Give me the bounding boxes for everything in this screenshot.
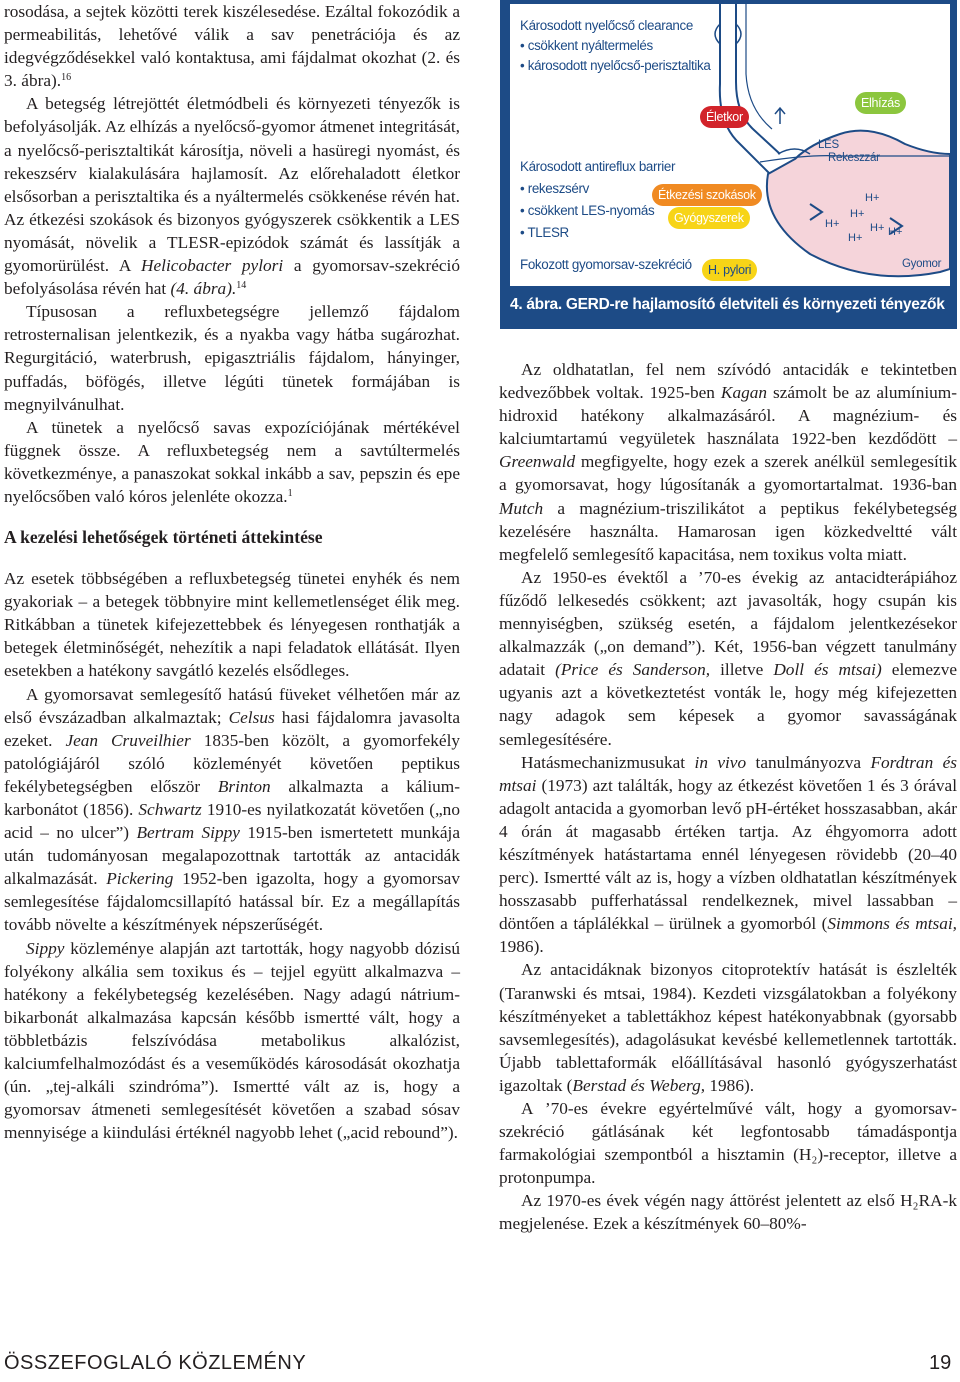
italic-term: Bertram Sippy <box>136 823 240 843</box>
label-hplus: H+ <box>888 226 903 238</box>
text: Az 1970-es évek végén nagy áttörést jelentett az első <box>521 1191 895 1211</box>
figure-ref: (4. ábra). <box>170 279 237 299</box>
paragraph: Típusosan a refluxbetegségre jellemző fájdalom retrosternalisan jelentkezik, és a nyakba vagy hátba sugározhat. Regurgitáció, waterbrush, epigasztriális fájdalom, hányinger, puffadás, böfögés, illetve légúti tünetek formájában is megnyilvánulhat. <box>4 302 460 414</box>
reference: 1 <box>287 487 293 499</box>
box2-item: • csökkent LES-nyomás <box>520 203 655 218</box>
text: a gyomorsav-szekréció befolyásolása révén hat <box>4 256 460 299</box>
label-rekeszzar: Rekeszzár <box>828 152 880 164</box>
figure-4 <box>500 0 957 329</box>
text: közleménye alapján azt tartották, hogy nagyobb dózisú folyékony alkália sem toxikus és – tejjel együtt alkalmazva – hatékony a fekélybetegség kezelésében. Nagy adagú nátrium-bikarbonát alkalmazása kapcsán később ismertté vált, hogy a többletbázis felszívódása metabolikus alkalózist, kalciumfelhalmozódást és a veseműködés károsodását okozhatja (ún. „tej-alkáli szindróma”). Ismertté vált az is, hogy a gyomorsav átmeneti semlegesítését követően a szabad sósav mennyisége a kiindulási értéknél nagyobb lehet („acid rebound”). <box>4 938 460 1143</box>
box2-title: Károsodott antireflux barrier <box>520 159 676 174</box>
paragraph: Az esetek többségében a refluxbetegség tünetei enyhék és nem gyakoriak – a betegek többnyire mint kellemetlenséget élik meg. Ritkábban a tünetek kifejezettebbek és lényegesen ronthatják a betegek életminőségét, nehezítik a napi feladatok ellátását. Ilyen esetekben a hatékony savgátló kezelés elsődleges. <box>4 569 460 681</box>
badge-elhizas: Elhízás <box>855 92 906 114</box>
text: elemezve ugyanis azt a következtetést vonták le, hogy még kifejezetten nagy adagok sem képesek a gyomor savasságának semlegesítésére. <box>499 660 958 749</box>
label-hplus: H+ <box>848 232 863 244</box>
text: Hatásmechanizmusukat <box>521 752 686 772</box>
figure-panel <box>510 4 950 286</box>
box1-item-text: károsodott nyelőcső-perisztaltika <box>527 58 711 73</box>
text: illetve <box>720 660 764 680</box>
text: (H₂) <box>793 1145 824 1165</box>
italic-term: in vivo <box>694 752 747 772</box>
box3-title: Fokozott gyomorsav-szekréció <box>520 257 692 272</box>
box2-item-text: rekeszsérv <box>527 181 589 196</box>
badge-gyogyszerek: Gyógyszerek <box>668 207 750 229</box>
box2-item-text: csökkent LES-nyomás <box>527 203 655 218</box>
italic-term: Celsus <box>228 707 275 727</box>
italic-term: Greenwald <box>499 452 576 472</box>
italic-term: Helicobacter pylori <box>141 256 284 276</box>
paragraph <box>4 92 460 300</box>
text: -receptor, illetve a protonpumpa. <box>499 1145 958 1188</box>
box2-item: • TLESR <box>520 225 569 240</box>
text: rosodása, a sejtek közötti terek kiszélesedése. Ezáltal fokozódik a permeabilitás, lehetővé válik a sav penetrációja és az idegvégződésekkel való kontaktusa, ami fájdalmat okozhat (2. és 3. ábra). <box>4 2 460 91</box>
badge-etkezesi: Étkezési szokások <box>652 184 762 206</box>
paragraph <box>499 751 957 959</box>
italic-term: Kagan <box>720 383 768 403</box>
label-les: LES <box>818 139 839 151</box>
box1-item: • csökkent nyáltermelés <box>520 38 653 53</box>
text: A betegség létrejöttét életmódbeli és környezeti tényezők is befolyásolják. Az elhízás a nyelőcső-gyomor átmenet integritását, a nyelőcső-perisztaltikát károsítja, növeli a hasüregi nyomást, és rekeszsérv kialakulására hajlamosít. Az előrehaladott életkor elsősorban a perisztaltika és a nyáltermelés csökkenése révén hat. Az étkezési szokások és bizonyos gyógyszerek csökkentik a LES nyomását, növelik a TLESR-epizódok számát és lassítják a gyomorürülést. A <box>4 94 460 276</box>
italic-term: Jean Cruveilhier <box>65 730 191 750</box>
text: alkalmazta a kálium-karbonátot (1856). <box>4 776 460 819</box>
italic-term: Berstad és Weberg, <box>572 1075 706 1095</box>
text: Az oldhatatlan, fel nem szívódó antacidák e tekintetben kedvezőbbek voltak. 1925-ben <box>499 360 957 403</box>
left-column <box>4 0 460 1144</box>
reference: 16 <box>61 72 72 84</box>
italic-term: Brinton <box>217 776 271 796</box>
italic-term: (Price és Sanderson, <box>555 660 711 680</box>
text: megfigyelte, hogy ezek a szerek anélkül semlegesítik a gyomorsavat, hogy lúgosítanák a gyomortartalmat. 1936-ban <box>499 452 958 495</box>
italic-term: Mutch <box>499 498 544 518</box>
label-hplus: H+ <box>825 218 840 230</box>
italic-term: Doll és mtsai) <box>773 660 882 680</box>
reference: 14 <box>236 280 247 292</box>
text: 1915-ben ismertetett munkája után tudományosan megalapozottnak tartották az antacidák alkalmazását. <box>4 823 460 889</box>
box1-item-text: csökkent nyáltermelés <box>527 38 653 53</box>
text: hasi fájdalomra javasolta ezeket. <box>4 707 460 750</box>
italic-term: Sippy <box>26 938 65 958</box>
italic-term: Simmons és mtsai, <box>827 914 957 934</box>
text: (1973) azt találták, hogy az étkezést követően 1 és 3 órával adagolt antacida a gyomorban levő pH-értéket hosszasabban, akár 4 órán át magasabb értéken tartja. Az éhgyomorra adott készítmények hatástartama ennél lényegesen rövidebb (20–40 perc). Ismertté vált az is, hogy a vízben oldhatatlan készítmények hosszasabb pufferhatással rendelkeznek, mivel lassabban – döntően a táplálékkal – ürülnek a gyomorból ( <box>499 775 957 934</box>
paragraph <box>4 416 460 508</box>
badge-eletkor: Életkor <box>700 106 749 128</box>
label-hplus: H+ <box>865 192 880 204</box>
page-number: 19 <box>929 1352 952 1374</box>
box2-item: • rekeszsérv <box>520 181 589 196</box>
text: 1910-es nyilatkozatát követően („no acid – no ulcer”) <box>4 800 460 843</box>
text: A ’70-es évekre egyértelművé vált, hogy a gyomorsav-szekréció gátlásának két legfontosabb támadáspontja farmakológiai szempontból a hisztamin <box>499 1099 957 1165</box>
italic-term: Fordtran és mtsai <box>499 752 957 795</box>
paragraph <box>499 958 957 1097</box>
paragraph <box>499 566 957 751</box>
italic-term: Schwartz <box>138 800 202 819</box>
box1-title: Károsodott nyelőcső clearance <box>520 18 693 33</box>
text: 1952-ben igazolta, hogy a gyomorsav semlegesítése fájdalomcsillapító hatással bír. Ez a megállapítás tovább növelte a készítmények népszerűségét. <box>4 869 460 935</box>
paragraph <box>499 1097 957 1189</box>
text: -k megjelenése. Ezek a készítmények 60–80%- <box>499 1191 957 1234</box>
text: tanulmányozva <box>755 752 862 772</box>
text: A gyomorsavat semlegesítő hatású füveket vélhetően már az első évszázadban alkalmaztak; <box>4 684 460 727</box>
figure-caption: 4. ábra. GERD-re hajlamosító életviteli és környezeti tényezők <box>510 296 945 313</box>
label-gyomor: Gyomor <box>902 258 942 270</box>
paragraph <box>4 937 460 1145</box>
section-heading: A kezelési lehetőségek történeti áttekintése <box>4 527 323 548</box>
text: 1986). <box>709 1075 755 1095</box>
right-column <box>499 358 957 1236</box>
box2-item-text: TLESR <box>527 225 569 240</box>
paragraph <box>4 0 460 92</box>
paragraph <box>499 358 957 566</box>
journal-section-label: ÖSSZEFOGLALÓ KÖZLEMÉNY <box>4 1352 307 1374</box>
text: 1835-ben közölt, a gyomorfekély patológiájáról szóló közleményét követően peptikus fekélybetegségben először <box>4 730 461 796</box>
box1-item: • károsodott nyelőcső-perisztaltika <box>520 58 711 73</box>
badge-hpylori: H. pylori <box>702 259 757 281</box>
text: Az antacidáknak bizonyos citoprotektív hatását is észlelték (Taranwski és mtsai, 1984). Kezdeti vizsgálatokban a folyékony készítményeket a tablettákhoz képest hatékonyabbnak (gyorsabb savsemlegesítés), adagolásukat kevésbé kellemetlennek tartották. Újabb tablettaformák előállításával hasonló gyógyszerhatást igazoltak ( <box>499 960 957 1095</box>
label-hplus: H+ <box>850 208 865 220</box>
text: H₂RA <box>900 1191 943 1211</box>
label-hplus: H+ <box>870 222 885 234</box>
text: Az 1950-es évektől a ’70-es évekig az antacidterápiához fűződő lelkesedés csökkent; azt javasolták, hogy csupán kis mennyiségben, szükség esetén, a fájdalom jelentkezésekor alkalmazzák („on demand”). Két, 1956-ban végzett tanulmány adatait <box>499 567 957 680</box>
text: számolt be az alumínium-hidroxid hatékony alkalmazásáról. A magnézium- és kalciumtartamú vegyületek használata 1922-ben kezdődött – <box>499 383 958 449</box>
paragraph <box>4 683 460 937</box>
text: a magnézium-triszilikátot a peptikus fekélybetegség kezelésére használta. Hamarosan igen közkedveltté vált megfelelő semlegesítő kapacitása, nem toxikus volta miatt. <box>499 498 957 564</box>
paragraph <box>499 1189 957 1235</box>
text: 1986). <box>499 937 544 957</box>
italic-term: Pickering <box>106 869 174 889</box>
text: A tünetek a nyelőcső savas expozíciójának mértékével függnek össze. A refluxbetegség nem a savtúltermelés következménye, a panaszokat sokkal inkább a sav, pepszin és epe nyelőcsőben való kóros jelenléte okozza. <box>4 417 460 506</box>
